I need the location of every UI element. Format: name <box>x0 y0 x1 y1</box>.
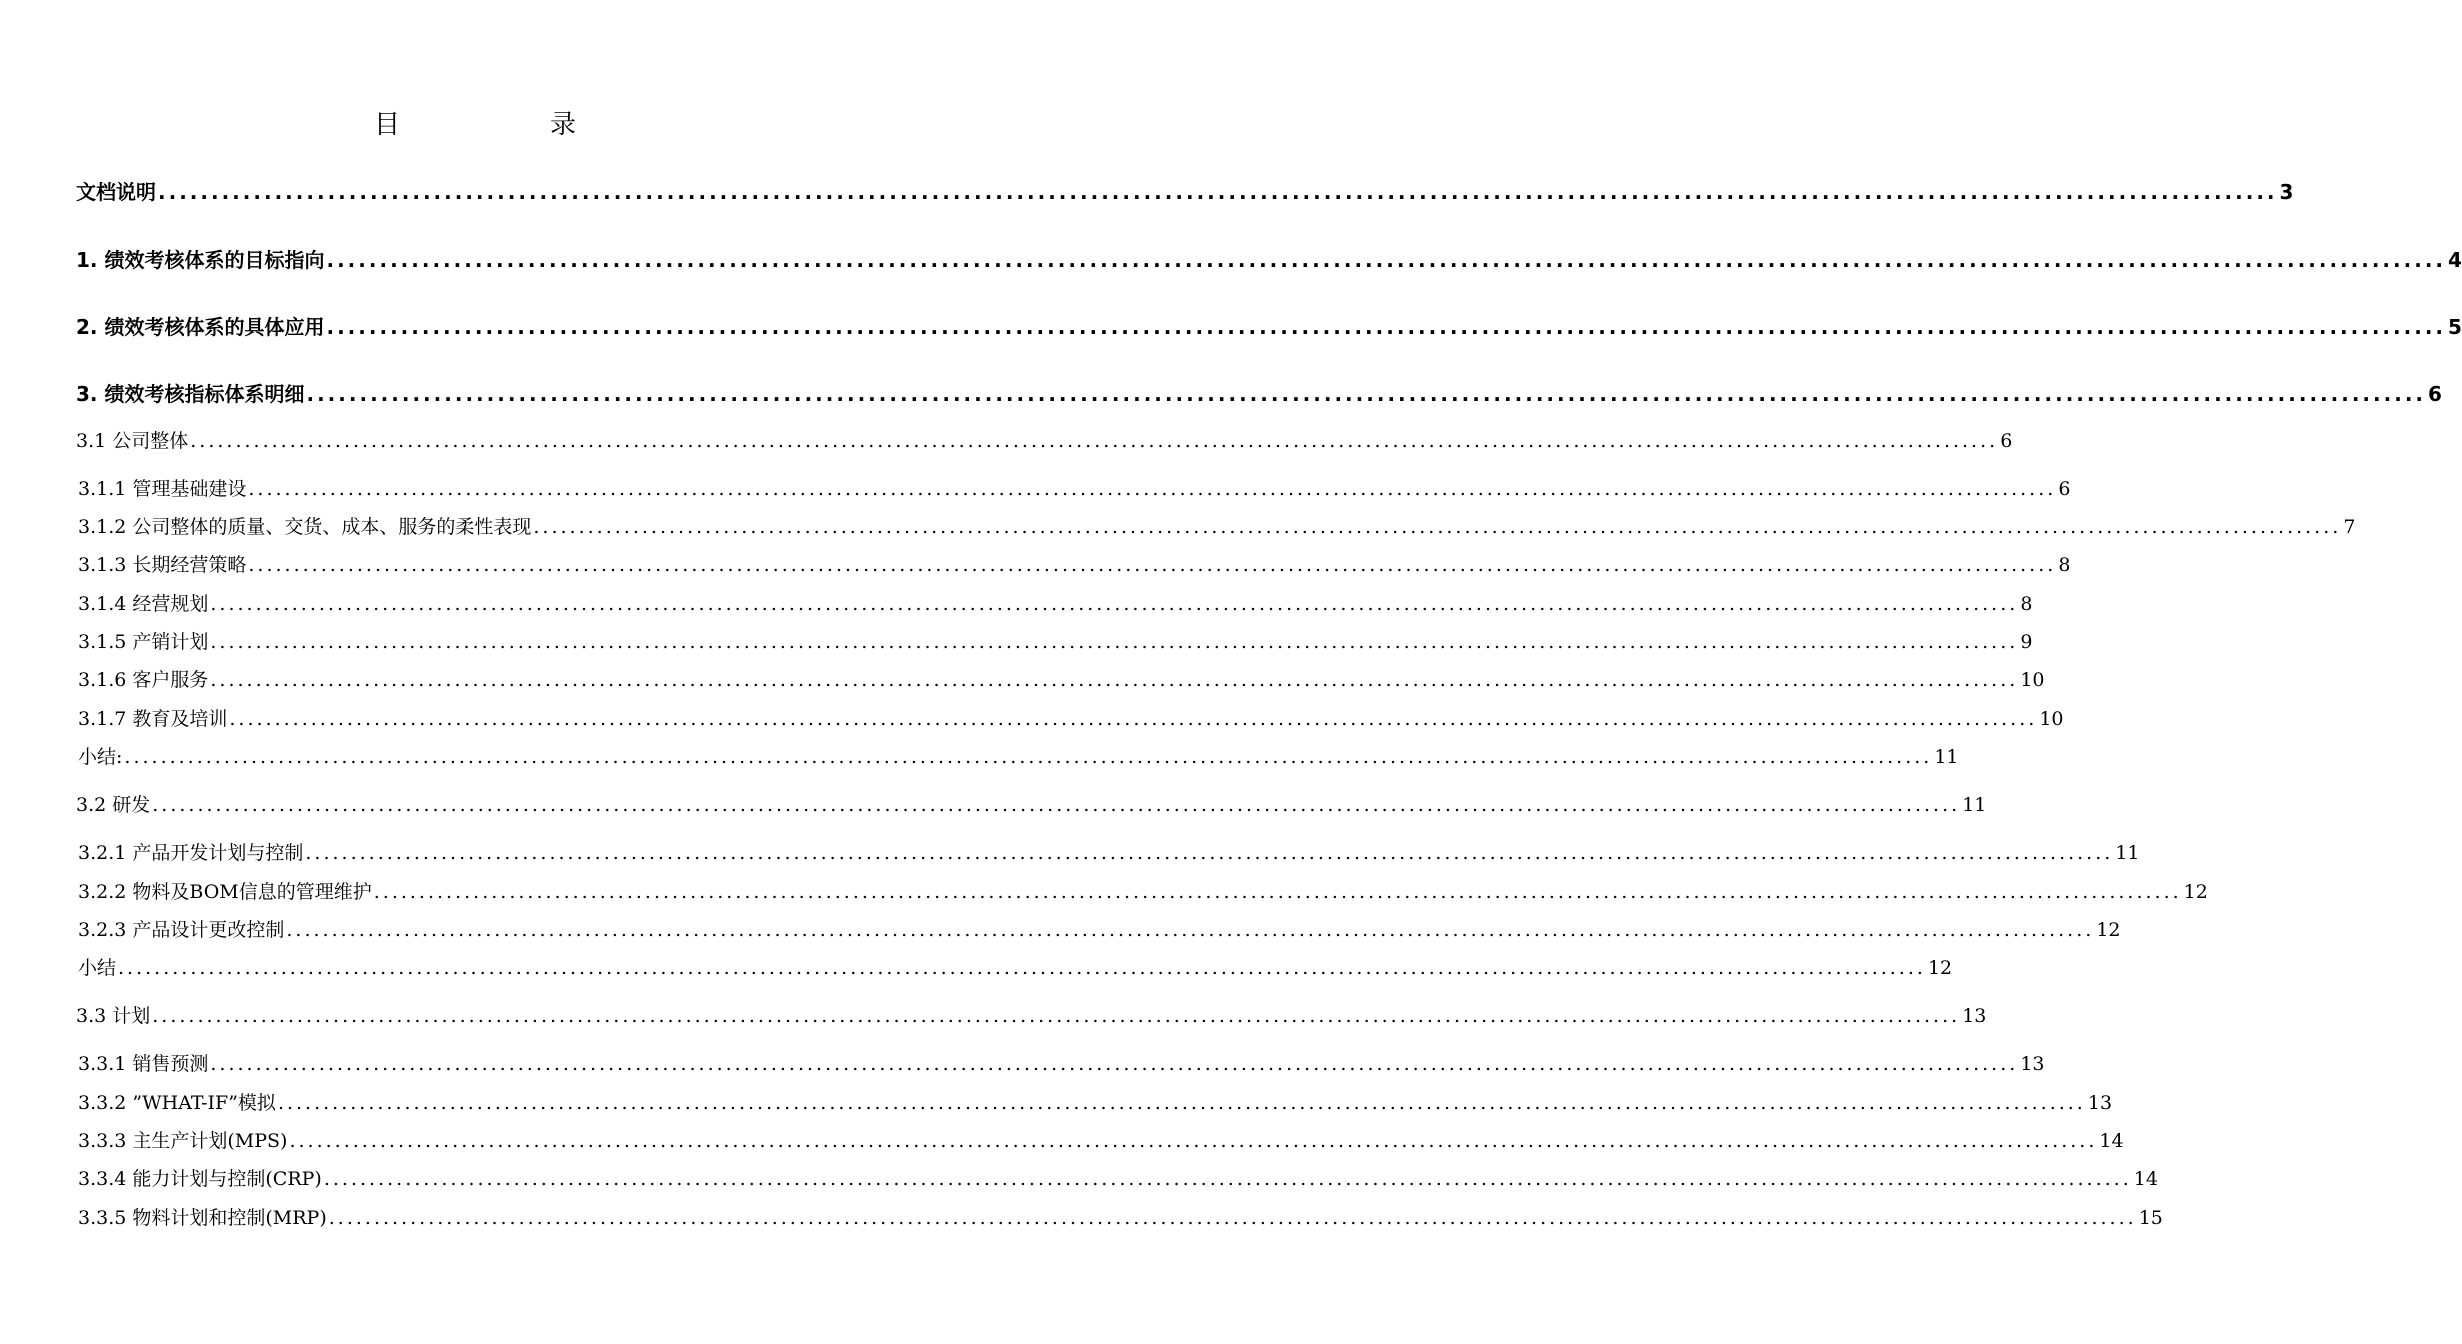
toc-entry[interactable] <box>78 1126 2124 1153</box>
toc-page-number: 14 <box>2133 1168 2158 1190</box>
toc-entry-label: 3.2.2 物料及BOM信息的管理维护 <box>78 881 372 903</box>
toc-dot-leader: ........................................................................................................................................................................................................ <box>306 382 2427 406</box>
toc-dot-leader: ........................................................................................................................................................................................................ <box>286 919 2095 941</box>
toc-dot-leader: ........................................................................................................................................................................................................ <box>289 1130 2098 1152</box>
toc-entry-label: 3.1.3 长期经营策略 <box>78 554 247 576</box>
toc-dot-leader: ........................................................................................................................................................................................................ <box>210 669 2019 691</box>
toc-entry-label: 3.3.5 物料计划和控制(MRP) <box>78 1207 327 1229</box>
toc-page-number: 6 <box>2000 430 2013 452</box>
toc-entry-label: 3.3.4 能力计划与控制(CRP) <box>78 1168 322 1190</box>
toc-dot-leader: ........................................................................................................................................................................................................ <box>323 1168 2132 1190</box>
toc-entry-label: 3.1.5 产销计划 <box>78 631 209 653</box>
toc-entry-label: 1. 绩效考核体系的目标指向 <box>76 248 325 272</box>
toc-dot-leader: ........................................................................................................................................................................................................ <box>210 631 2019 653</box>
toc-page-number: 5 <box>2448 315 2462 339</box>
toc-dot-leader: ........................................................................................................................................................................................................ <box>326 248 2447 272</box>
toc-entry[interactable] <box>78 1164 2158 1191</box>
toc-dot-leader: ........................................................................................................................................................................................................ <box>118 957 1926 979</box>
toc-page-number: 9 <box>2020 631 2033 653</box>
toc-page-number: 12 <box>2183 881 2208 903</box>
toc-page-number: 14 <box>2099 1130 2124 1152</box>
toc-entry-label: 3.3.3 主生产计划(MPS) <box>78 1130 288 1152</box>
toc-dot-leader: ........................................................................................................................................................................................................ <box>158 180 2278 204</box>
toc-entry[interactable] <box>76 176 2294 205</box>
toc-dot-leader: ........................................................................................................................................................................................................ <box>190 430 1999 452</box>
toc-entry[interactable] <box>78 915 2121 942</box>
toc-page-number: 12 <box>1927 957 1953 979</box>
toc-page-number: 8 <box>2058 554 2071 576</box>
toc-entry-label: 3.1 公司整体 <box>76 430 189 452</box>
toc-page-number: 12 <box>2096 919 2121 941</box>
toc-page-number: 13 <box>2087 1092 2113 1114</box>
toc-page-number: 10 <box>2020 669 2045 691</box>
toc-page-number: 13 <box>2020 1053 2045 1075</box>
toc-entry[interactable] <box>78 877 2208 904</box>
toc-page-number: 7 <box>2343 516 2356 538</box>
title-part-1: 目 <box>373 110 400 140</box>
toc-dot-leader: ........................................................................................................................................................................................................ <box>152 1005 1961 1027</box>
toc-entry[interactable] <box>78 1049 2045 1076</box>
toc-dot-leader: ........................................................................................................................................................................................................ <box>248 478 2057 500</box>
toc-entry[interactable] <box>78 474 2071 501</box>
toc-page-number: 10 <box>2039 708 2064 730</box>
toc-entry-label: 文档说明 <box>76 180 156 204</box>
toc-dot-leader: ........................................................................................................................................................................................................ <box>248 554 2057 576</box>
toc-page-number: 6 <box>2428 382 2442 406</box>
toc-entry[interactable] <box>78 512 2356 539</box>
toc-page-number: 11 <box>1934 746 1959 768</box>
toc-entry[interactable] <box>78 550 2071 577</box>
toc-entry-label: 小结 <box>78 957 117 979</box>
toc-entry-label: 3.1.1 管理基础建设 <box>78 478 247 500</box>
toc-dot-leader: ........................................................................................................................................................................................................ <box>277 1092 2086 1114</box>
toc-dot-leader: ........................................................................................................................................................................................................ <box>305 842 2114 864</box>
toc-entry[interactable] <box>76 244 2462 273</box>
toc-entry[interactable] <box>78 665 2045 692</box>
toc-entry-label: 3.1.6 客户服务 <box>78 669 209 691</box>
toc-entry-label: 3.3 计划 <box>76 1005 151 1027</box>
toc-entry-label: 3.3.1 销售预测 <box>78 1053 209 1075</box>
toc-entry-label: 3.1.2 公司整体的质量、交货、成本、服务的柔性表现 <box>78 516 532 538</box>
page-title <box>0 104 950 141</box>
toc-entry[interactable] <box>78 953 1953 980</box>
toc-entry[interactable] <box>76 790 1987 817</box>
toc-dot-leader: ........................................................................................................................................................................................................ <box>210 593 2019 615</box>
toc-dot-leader: ........................................................................................................................................................................................................ <box>229 708 2038 730</box>
toc-entry[interactable] <box>76 1001 1987 1028</box>
toc-dot-leader: ........................................................................................................................................................................................................ <box>124 746 1933 768</box>
toc-entry-label: 3.2 研发 <box>76 794 151 816</box>
toc-entry[interactable] <box>78 1203 2163 1230</box>
toc-page-number: 4 <box>2448 248 2462 272</box>
toc-entry[interactable] <box>78 742 1959 769</box>
toc-entry[interactable] <box>78 589 2033 616</box>
toc-entry-label: 3.2.3 产品设计更改控制 <box>78 919 285 941</box>
toc-entry-label: 3.3.2 ”WHAT-IF”模拟 <box>78 1092 276 1114</box>
toc-dot-leader: ........................................................................................................................................................................................................ <box>328 1207 2137 1229</box>
toc-entry-label: 2. 绩效考核体系的具体应用 <box>76 315 325 339</box>
toc-entry-label: 小结: <box>78 746 123 768</box>
toc-page-number: 8 <box>2020 593 2033 615</box>
toc-entry[interactable] <box>76 426 2013 453</box>
toc-dot-leader: ........................................................................................................................................................................................................ <box>326 315 2447 339</box>
toc-entry-label: 3.1.7 教育及培训 <box>78 708 228 730</box>
toc-entry[interactable] <box>76 311 2462 340</box>
toc-entry-label: 3. 绩效考核指标体系明细 <box>76 382 305 406</box>
toc-page-number: 6 <box>2058 478 2071 500</box>
toc-dot-leader: ........................................................................................................................................................................................................ <box>210 1053 2019 1075</box>
toc-entry[interactable] <box>78 704 2064 731</box>
toc-page-number: 11 <box>1962 794 1987 816</box>
toc-dot-leader: ........................................................................................................................................................................................................ <box>533 516 2342 538</box>
title-part-2: 录 <box>550 110 577 140</box>
toc-page-number: 15 <box>2138 1207 2163 1229</box>
toc-entry[interactable] <box>78 838 2140 865</box>
toc-entry-label: 3.2.1 产品开发计划与控制 <box>78 842 304 864</box>
toc-dot-leader: ........................................................................................................................................................................................................ <box>152 794 1961 816</box>
toc-page-number: 13 <box>1962 1005 1987 1027</box>
toc-entry[interactable] <box>78 627 2033 654</box>
toc-entry-label: 3.1.4 经营规划 <box>78 593 209 615</box>
toc-page-number: 3 <box>2279 180 2294 204</box>
toc-entry[interactable] <box>78 1088 2113 1115</box>
toc-entry[interactable] <box>76 378 2442 407</box>
toc-page-number: 11 <box>2115 842 2140 864</box>
toc-dot-leader: ........................................................................................................................................................................................................ <box>373 881 2182 903</box>
